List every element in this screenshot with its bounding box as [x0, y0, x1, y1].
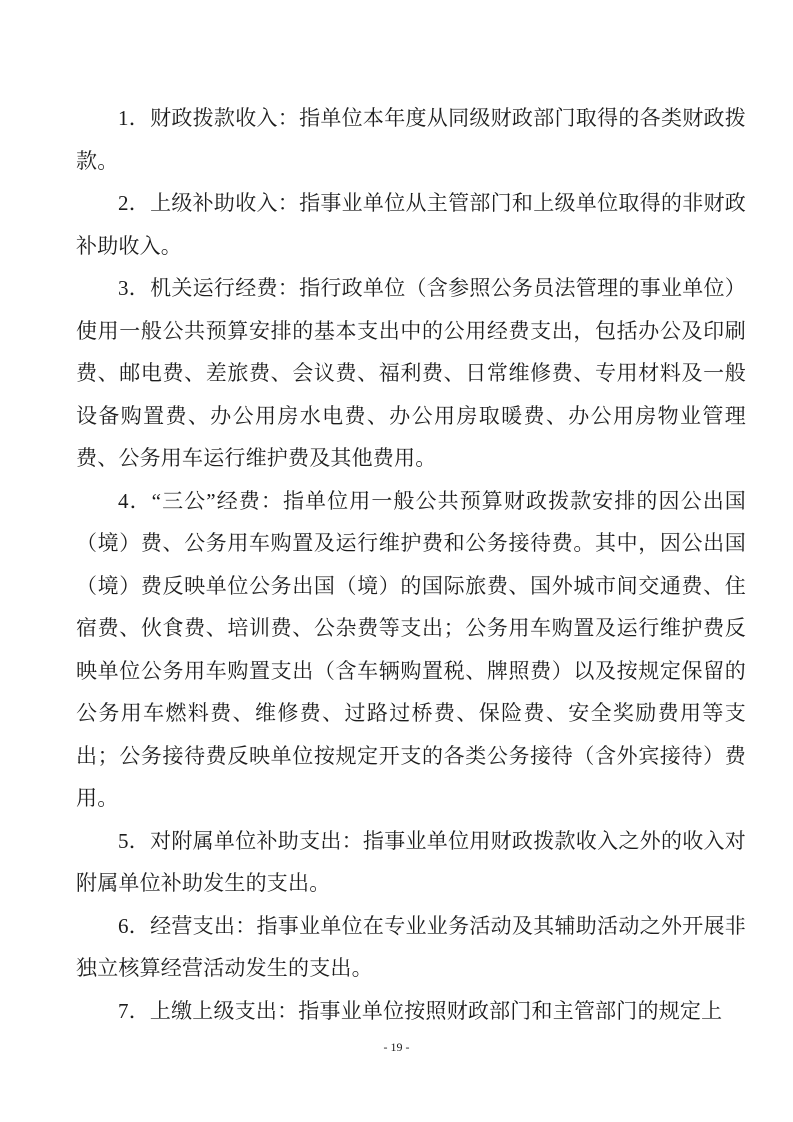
paragraph-7-payment-to-superior: 7．上缴上级支出：指事业单位按照财政部门和主管部门的规定上 — [118, 998, 723, 1023]
document-body — [76, 97, 746, 1032]
paragraph-2-superior-subsidy-income: 2．上级补助收入：指事业单位从主管部门和上级单位取得的非财政补助收入。 — [76, 191, 746, 258]
paragraph-5-subsidy-to-affiliated-units: 5．对附属单位补助支出：指事业单位用财政拨款收入之外的收入对附属单位补助发生的支出。 — [76, 828, 746, 895]
page-number: - 19 - — [383, 1040, 410, 1054]
paragraph-1-fiscal-appropriation-income: 1．财政拨款收入：指单位本年度从同级财政部门取得的各类财政拨款。 — [76, 106, 746, 173]
paragraph-3-agency-operating-funds: 3．机关运行经费：指行政单位（含参照公务员法管理的事业单位）使用一般公共预算安排的基本支出中的公用经费支出，包括办公及印刷费、邮电费、差旅费、会议费、福利费、日常维修费、专用材料及一般设备购置费、办公用房水电费、办公用房取暖费、办公用房物业管理费、公务用车运行维护费及其他费用。 — [76, 276, 746, 470]
paragraph-6-operating-expenditure: 6．经营支出：指事业单位在专业业务活动及其辅助活动之外开展非独立核算经营活动发生的支出。 — [76, 913, 746, 980]
paragraph-4-three-public-expenses: 4．“三公”经费：指单位用一般公共预算财政拨款安排的因公出国（境）费、公务用车购置及运行维护费和公务接待费。其中，因公出国（境）费反映单位公务出国（境）的国际旅费、国外城市间交通费、住宿费、伙食费、培训费、公杂费等支出；公务用车购置及运行维护费反映单位公务用车购置支出（含车辆购置税、牌照费）以及按规定保留的公务用车燃料费、维修费、过路过桥费、保险费、安全奖励费用等支出；公务接待费反映单位按规定开支的各类公务接待（含外宾接待）费用。 — [76, 488, 746, 810]
